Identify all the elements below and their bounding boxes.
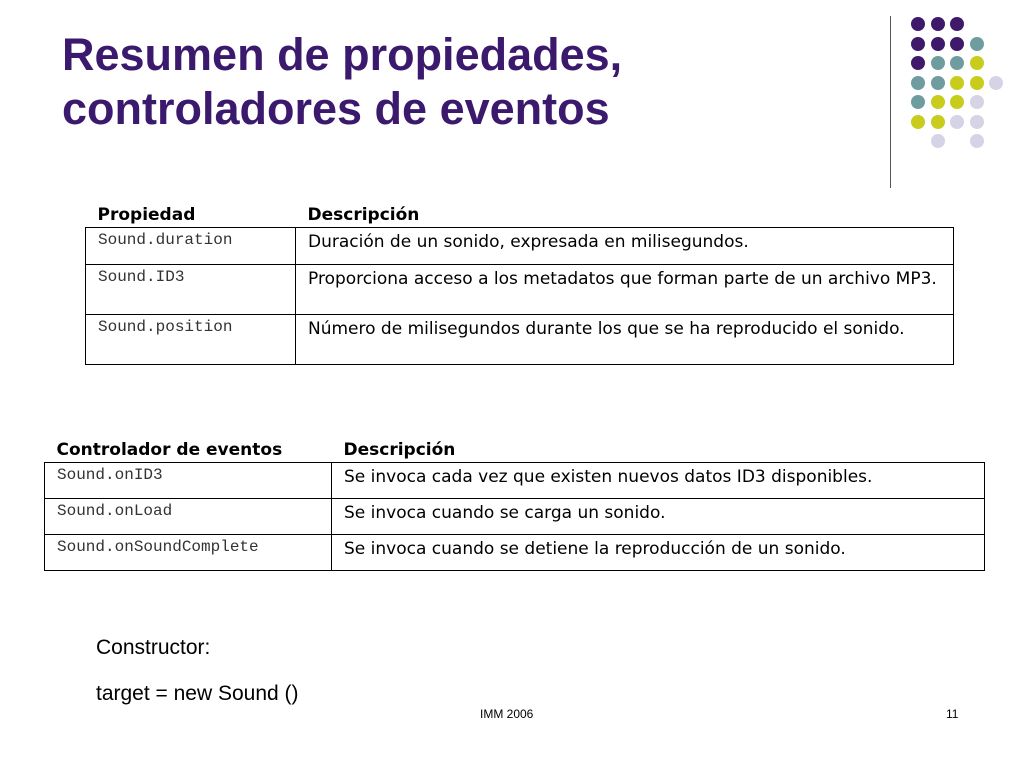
decorative-dot [911, 17, 925, 31]
handler-name: Sound.onID3 [45, 463, 332, 499]
decorative-dot [970, 134, 984, 148]
property-name: Sound.duration [86, 228, 296, 265]
decorative-dot-grid [900, 10, 1020, 170]
decorative-dot [911, 56, 925, 70]
decorative-dot [911, 95, 925, 109]
page-number: 11 [946, 707, 959, 721]
decorative-dot [931, 17, 945, 31]
table-row [86, 265, 954, 315]
decorative-dot [970, 115, 984, 129]
handler-description: Se invoca cuando se detiene la reproducción de un sonido. [332, 535, 985, 571]
property-description: Duración de un sonido, expresada en milisegundos. [296, 228, 954, 265]
decorative-dot [950, 37, 964, 51]
column-header-property: Propiedad [97, 205, 196, 225]
property-description: Proporciona acceso a los metadatos que forman parte de un archivo MP3. [296, 265, 954, 315]
decorative-divider [890, 16, 891, 188]
constructor-code: target = new Sound () [96, 682, 299, 705]
decorative-dot [911, 115, 925, 129]
decorative-dot [970, 95, 984, 109]
handler-name: Sound.onSoundComplete [45, 535, 332, 571]
table-row [45, 499, 985, 535]
decorative-dot [950, 56, 964, 70]
handler-name: Sound.onLoad [45, 499, 332, 535]
decorative-dot [950, 95, 964, 109]
title-line-1: Resumen de propiedades, [62, 29, 623, 80]
decorative-dot [931, 56, 945, 70]
title-line-2: controladores de eventos [62, 83, 610, 134]
column-header-event-handler: Controlador de eventos [56, 440, 283, 460]
properties-table [85, 205, 954, 365]
decorative-dot [931, 134, 945, 148]
decorative-dot [931, 115, 945, 129]
property-description: Número de milisegundos durante los que se ha reproducido el sonido. [296, 315, 954, 365]
table-row [86, 228, 954, 265]
decorative-dot [970, 56, 984, 70]
footer-text: IMM 2006 [480, 707, 534, 721]
constructor-label: Constructor: [96, 636, 211, 659]
property-name: Sound.position [86, 315, 296, 365]
handler-description: Se invoca cada vez que existen nuevos datos ID3 disponibles. [332, 463, 985, 499]
decorative-dot [970, 37, 984, 51]
table-row [86, 315, 954, 365]
table-row [45, 535, 985, 571]
decorative-dot [911, 37, 925, 51]
decorative-dot [989, 76, 1003, 90]
property-name: Sound.ID3 [86, 265, 296, 315]
column-header-description: Descripción [343, 440, 456, 460]
slide-title [62, 28, 862, 136]
decorative-dot [950, 76, 964, 90]
handler-description: Se invoca cuando se carga un sonido. [332, 499, 985, 535]
decorative-dot [911, 76, 925, 90]
decorative-dot [950, 115, 964, 129]
decorative-dot [931, 76, 945, 90]
decorative-dot [950, 17, 964, 31]
decorative-dot [931, 37, 945, 51]
column-header-description: Descripción [307, 205, 420, 225]
table-row [45, 463, 985, 499]
event-handlers-table [44, 440, 985, 571]
decorative-dot [931, 95, 945, 109]
decorative-dot [970, 76, 984, 90]
